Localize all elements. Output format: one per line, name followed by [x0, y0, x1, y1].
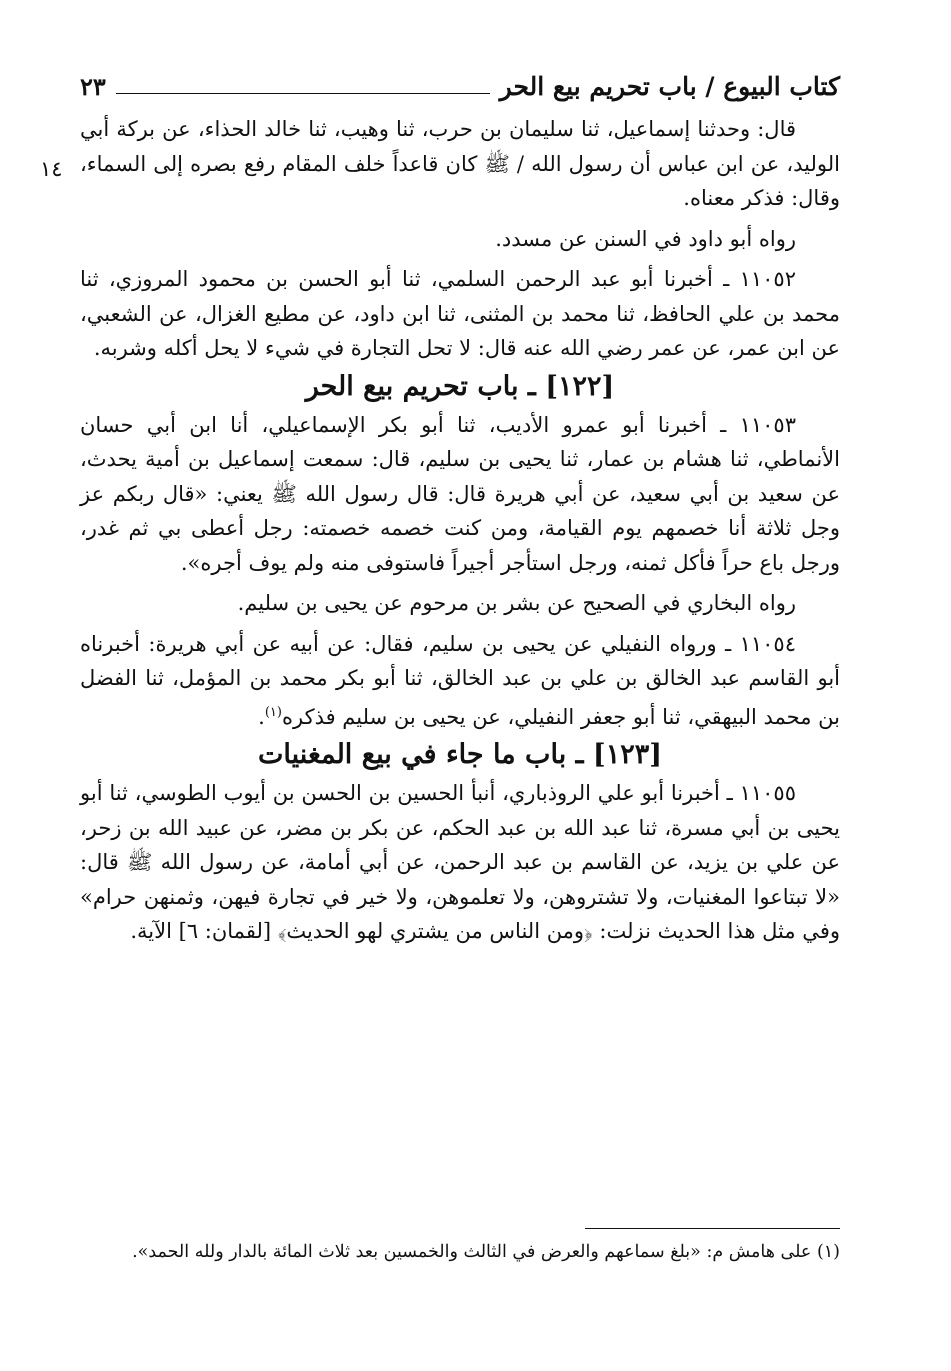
chapter-heading-123: [١٢٣] ـ باب ما جاء في بيع المغنيات	[258, 739, 662, 770]
page-header	[80, 62, 840, 102]
hadith-11054-text: ١١٠٥٤ ـ ورواه النفيلي عن يحيى بن سليم، فقال: عن أبيه عن أبي هريرة: أخبرناه أبو القاسم عبد الخالق بن علي بن عبد الخالق، ثنا أبو بكر محمد بن المؤمل، ثنا الفضل بن محمد البيهقي، ثنا أبو جعفر النفيلي، عن يحيى بن سليم فذكره	[80, 631, 840, 729]
footnote-ref: (١)	[264, 704, 282, 720]
main-text	[80, 112, 840, 949]
hadith-11054	[80, 627, 840, 735]
paragraph: رواه البخاري في الصحيح عن بشر بن مرحوم عن يحيى بن سليم.	[237, 591, 796, 615]
running-title: كتاب البيوع / باب تحريم بيع الحر	[499, 72, 840, 101]
chapter-heading-122: [١٢٢] ـ باب تحريم بيع الحر	[305, 370, 615, 402]
hadith-11053: ١١٠٥٣ ـ أخبرنا أبو عمرو الأديب، ثنا أبو بكر الإسماعيلي، أنا ابن أبي حسان الأنماطي، ثنا هشام بن عمار، ثنا يحيى بن سليم، قال: سمعت إسماعيل بن أمية يحدث، عن سعيد بن أبي سعيد، عن أبي هريرة قال: قال رسول الله ﷺ يعني: «قال ربكم عز وجل ثلاثة أنا خصمهم يوم القيامة، ومن كنت خصمه خصمته: رجل أعطى بي ثم غدر، ورجل باع حراً فأكل ثمنه، ورجل استأجر أجيراً فاستوفى منه ولم يوف أجره».	[80, 412, 840, 575]
paragraph: رواه أبو داود في السنن عن مسدد.	[495, 226, 796, 251]
footnote: (١) على هامش م: «بلغ سماعهم والعرض في الثالث والخمسين بعد ثلاث المائة بالدار ولله الحمد».	[132, 1242, 840, 1262]
margin-folio-number: ١٤	[40, 157, 63, 181]
paragraph: قال: وحدثنا إسماعيل، ثنا سليمان بن حرب، ثنا وهيب، ثنا خالد الحذاء، عن بركة أبي الوليد، عن ابن عباس أن رسول الله / ﷺ كان قاعداً خلف المقام رفع بصره إلى السماء، وقال: فذكر معناه.	[80, 117, 840, 210]
hadith-11052: ١١٠٥٢ ـ أخبرنا أبو عبد الرحمن السلمي، ثنا أبو الحسن بن محمود المروزي، ثنا محمد بن علي الحافظ، ثنا محمد بن المثنى، ثنا ابن داود، عن مطيع الغزال، عن الشعبي، عن ابن عمر، عن عمر رضي الله عنه قال: لا تحل التجارة في شيء لا يحل أكله وشربه.	[80, 267, 840, 360]
page-number: ٢٣	[80, 72, 106, 101]
sentence-end: .	[258, 704, 265, 729]
footnote-separator	[585, 1228, 840, 1229]
header-rule	[116, 93, 490, 94]
hadith-11055: ١١٠٥٥ ـ أخبرنا أبو علي الروذباري، أنبأ الحسين بن الحسن بن أيوب الطوسي، ثنا أبو يحيى بن أبي مسرة، ثنا عبد الله بن عبد الحكم، عن بكر بن مضر، عن عبيد الله بن زحر، عن علي بن يزيد، عن القاسم بن عبد الرحمن، عن أبي أمامة، عن رسول الله ﷺ قال: «لا تبتاعوا المغنيات، ولا تشتروهن، ولا تعلموهن، ولا خير في تجارة فيهن، وثمنهن حرام» وفي مثل هذا الحديث نزلت: ﴿ومن الناس من يشتري لهو الحديث﴾ [لقمان: ٦] الآية.	[80, 781, 840, 943]
